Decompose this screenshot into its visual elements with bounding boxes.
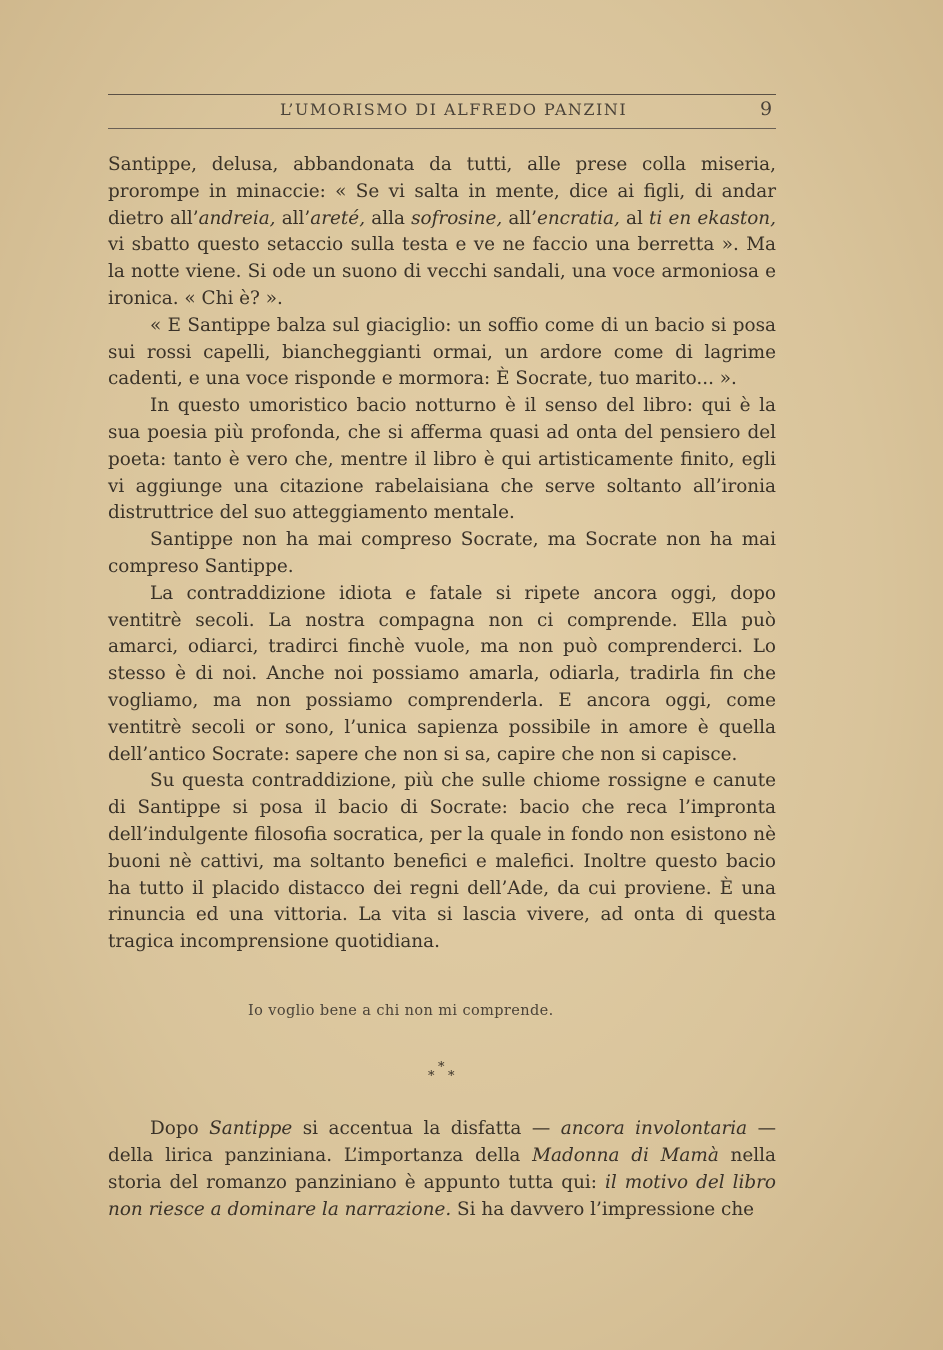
text-run: Santippe non ha mai compreso Socrate, ma Socrate non ha mai compreso Santippe. <box>108 529 776 577</box>
paragraph-p2 <box>108 313 776 393</box>
paragraph-lower <box>108 1115 776 1223</box>
italic-run: areté, <box>310 207 366 229</box>
paragraph-p3 <box>108 393 776 527</box>
text-run: Su questa contraddizione, più che sulle chiome rossigne e canute di Santippe si posa il bacio di Socrate: bacio che reca l’impronta dell’indulgente filosofia socratica, per la quale in fondo non esistono nè buoni nè cattivi, ma soltanto benefici e malefici. Inoltre questo bacio ha tutto il placido distacco dei regni dell’Ade, da cui proviene. È una rinuncia ed una vittoria. La vita si lascia vivere, ad onta di questa tragica incomprensione quotidiana. <box>108 770 776 953</box>
italic-run: encratia, <box>536 207 620 229</box>
header-rule-bottom <box>108 128 776 129</box>
text-run: all’ <box>275 207 311 229</box>
header-rule-top <box>108 94 776 95</box>
verse-quote: Io voglio bene a chi non mi comprende. <box>248 1003 554 1019</box>
italic-run: Santippe <box>209 1118 293 1139</box>
paragraph-p1 <box>108 152 776 313</box>
paragraph-p6 <box>108 768 776 956</box>
text-run: La contraddizione idiota e fatale si ripete ancora oggi, dopo ventitrè secoli. La nostra compagna non ci comprende. Ella può amarci, odiarci, tradirci finchè vuole, ma non può comprenderci. Lo stesso è di noi. Anche noi possiamo amarla, odiarla, tradirla fin che vogliamo, ma non possiamo comprenderla. E ancora oggi, come ventitrè secoli or sono, l’unica sapienza possibile in amore è quella dell’antico Socrate: sapere che non si sa, capire che non si capisce. <box>108 582 776 765</box>
text-run: alla <box>365 207 412 229</box>
page-number: 9 <box>760 98 773 120</box>
text-run: vi sbatto questo setaccio sulla testa e ve ne faccio una berretta ». Ma la notte viene. Si ode un suono di vecchi sandali, una voce armoniosa e ironica. « Chi è? ». <box>108 234 776 309</box>
paragraph-p5 <box>108 581 776 769</box>
running-title: L’UMORISMO DI ALFREDO PANZINI <box>280 100 628 119</box>
italic-run: il motivo del libro non riesce a dominare la narrazione. <box>108 1172 776 1220</box>
section-text <box>108 1115 776 1223</box>
text-run: al <box>619 207 650 229</box>
text-run: Santippe, delusa, abbandonata da tutti, alle prese colla miseria, prorompe in minaccie: « Se vi salta in mente, dice ai figli, di andar dietro all’ <box>108 154 776 229</box>
text-run: nella storia del romanzo panziniano è appunto tutta qui: <box>108 1145 776 1193</box>
italic-run: sofrosine, <box>411 207 503 229</box>
text-run: all’ <box>502 207 537 229</box>
text-run: Dopo <box>150 1118 210 1139</box>
italic-run: andreia, <box>198 207 276 229</box>
text-run: In questo umoristico bacio notturno è il senso del libro: qui è la sua poesia più profonda, che si afferma quasi ad onta del pensiero del poeta: tanto è vero che, mentre il libro è qui artisticamente finito, egli vi aggiunge una citazione rabelaisiana che serve soltanto all’ironia distruttrice del suo atteggiamento mentale. <box>108 395 776 524</box>
text-run: « E Santippe balza sul giaciglio: un soffio come di un bacio si posa sui rossi capelli, biancheggianti ormai, un ardore come di lagrime cadenti, e una voce risponde e mormora: È Socrate, tuo marito... ». <box>108 314 776 390</box>
text-run: Si ha davvero l’impressione che <box>451 1199 755 1220</box>
paragraph-p4 <box>108 527 776 581</box>
text-run: si accentua la disfatta — <box>292 1118 561 1139</box>
asterism-divider: * * * <box>428 1060 455 1084</box>
text-run: — della lirica panziniana. L’importanza della <box>108 1118 776 1166</box>
body-text <box>108 152 776 956</box>
italic-run: ancora involontaria <box>560 1118 748 1139</box>
italic-run: Madonna di Mamà <box>532 1145 719 1166</box>
italic-run: ti en ekaston, <box>649 207 776 229</box>
